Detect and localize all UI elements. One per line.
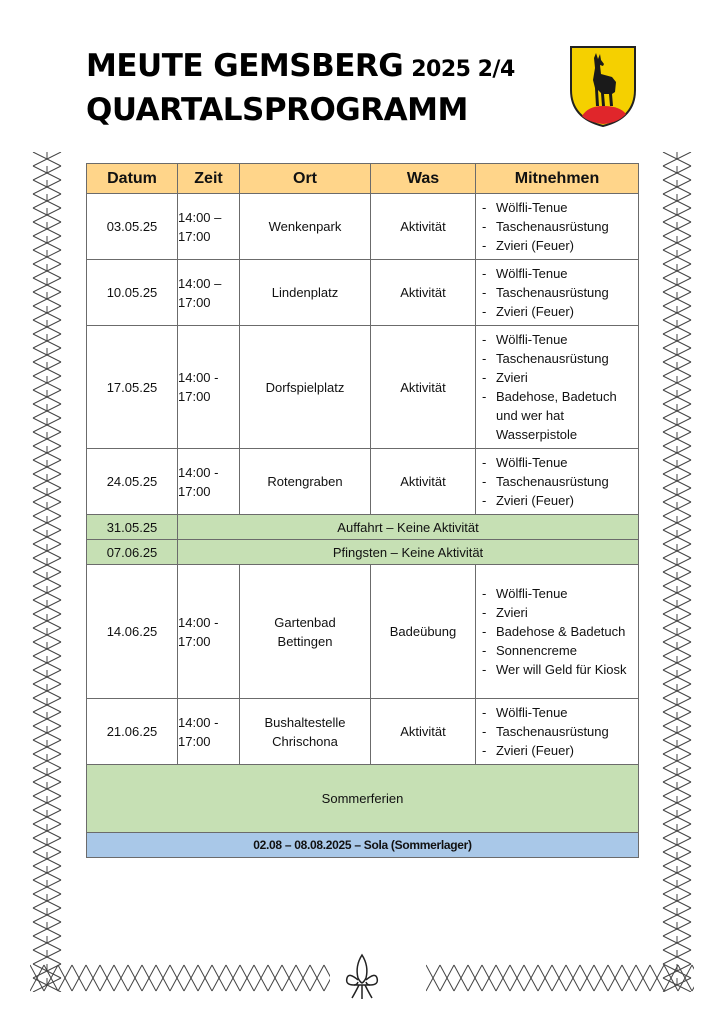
place-cell (240, 260, 371, 326)
time-cell (178, 260, 240, 326)
bottom-border-pattern-left (30, 962, 330, 994)
list-item: - Taschenausrüstung (476, 722, 638, 741)
date-cell: 21.06.25 (87, 699, 178, 765)
table-header-row (87, 164, 639, 194)
time-start: 14:00 - (178, 714, 219, 730)
place-line1: Rotengraben (267, 474, 343, 489)
activity-cell: Aktivität (371, 449, 476, 515)
holiday-text: Auffahrt – Keine Aktivität (178, 515, 639, 540)
place-cell (240, 326, 371, 449)
place-line1: Gartenbad (274, 614, 336, 630)
place-cell (240, 699, 371, 765)
page-title (86, 46, 515, 130)
time-end: 17:00 (178, 228, 211, 244)
activity-cell: Aktivität (371, 699, 476, 765)
list-item: - Wölfli-Tenue (476, 584, 638, 603)
list-item: - Zvieri (Feuer) (476, 302, 638, 321)
time-cell (178, 449, 240, 515)
place-cell (240, 565, 371, 699)
list-item: - Wölfli-Tenue (476, 453, 638, 472)
list-item: - Wer will Geld für Kiosk (476, 660, 638, 679)
list-item: - Taschenausrüstung (476, 472, 638, 491)
title-line2: QUARTALSPROGRAMM (86, 92, 468, 128)
column-header-zeit: Zeit (178, 164, 240, 194)
bring-cell (476, 565, 639, 699)
list-item: - Taschenausrüstung (476, 217, 638, 236)
holiday-row (87, 515, 639, 540)
holiday-row (87, 540, 639, 565)
title-line1: MEUTE GEMSBERG (86, 48, 404, 84)
place-cell (240, 194, 371, 260)
list-item: - Wölfli-Tenue (476, 264, 638, 283)
table-row (87, 699, 639, 765)
time-start: 14:00 - (178, 370, 219, 385)
date-cell: 03.05.25 (87, 194, 178, 260)
activity-cell: Aktivität (371, 326, 476, 449)
list-item: - Zvieri (Feuer) (476, 491, 638, 510)
activity-cell: Aktivität (371, 194, 476, 260)
bring-cell (476, 326, 639, 449)
date-cell: 14.06.25 (87, 565, 178, 699)
place-line1: Wenkenpark (268, 219, 342, 234)
list-item: - Wölfli-Tenue (476, 330, 638, 349)
holiday-text: Pfingsten – Keine Aktivität (178, 540, 639, 565)
fleur-de-lis-icon (344, 952, 380, 1002)
column-header-mitnehmen: Mitnehmen (476, 164, 639, 194)
time-end: 17:00 (178, 633, 211, 649)
time-cell (178, 326, 240, 449)
time-start: 14:00 – (178, 275, 222, 291)
time-cell (178, 565, 240, 699)
list-item: - Wölfli-Tenue (476, 198, 638, 217)
list-item: - Taschenausrüstung (476, 283, 638, 302)
activity-cell: Badeübung (371, 565, 476, 699)
left-border-pattern (30, 152, 64, 992)
title-year: 2025 2/4 (411, 57, 515, 82)
table-row (87, 194, 639, 260)
activity-cell: Aktivität (371, 260, 476, 326)
place-line1: Bushaltestelle (264, 714, 346, 730)
date-cell: 10.05.25 (87, 260, 178, 326)
date-cell: 24.05.25 (87, 449, 178, 515)
program-table (86, 163, 639, 858)
time-start: 14:00 - (178, 464, 219, 480)
holiday-date: 31.05.25 (87, 515, 178, 540)
column-header-datum: Datum (87, 164, 178, 194)
time-start: 14:00 - (178, 614, 219, 630)
bottom-border-pattern-right (426, 962, 694, 994)
summer-holiday-text: Sommerferien (87, 765, 639, 833)
list-item: - Zvieri (Feuer) (476, 236, 638, 255)
camp-row (87, 833, 639, 858)
time-end: 17:00 (178, 389, 211, 404)
list-item: - Badehose & Badetuch (476, 622, 638, 641)
column-header-was: Was (371, 164, 476, 194)
bring-cell (476, 194, 639, 260)
list-item: - Badehose, Badetuch und wer hat Wasserpistole (476, 387, 638, 444)
time-end: 17:00 (178, 294, 211, 310)
column-header-ort: Ort (240, 164, 371, 194)
time-cell (178, 194, 240, 260)
time-end: 17:00 (178, 733, 211, 749)
holiday-date: 07.06.25 (87, 540, 178, 565)
list-item: - Zvieri (476, 368, 638, 387)
chamois-crest-icon (568, 44, 638, 128)
camp-text: 02.08 – 08.08.2025 – Sola (Sommerlager) (87, 833, 639, 858)
place-line1: Lindenplatz (271, 285, 339, 300)
bring-cell (476, 699, 639, 765)
place-line1: Dorfspielplatz (265, 379, 345, 395)
table-row (87, 326, 639, 449)
list-item: - Sonnencreme (476, 641, 638, 660)
list-item: - Zvieri (476, 603, 638, 622)
bring-cell (476, 260, 639, 326)
table-row (87, 260, 639, 326)
list-item: - Taschenausrüstung (476, 349, 638, 368)
place-line2: Bettingen (277, 633, 333, 649)
list-item: - Wölfli-Tenue (476, 703, 638, 722)
table-row (87, 565, 639, 699)
time-start: 14:00 – (178, 209, 222, 225)
place-line2: Chrischona (272, 733, 338, 749)
time-end: 17:00 (178, 483, 211, 499)
date-cell: 17.05.25 (87, 326, 178, 449)
right-border-pattern (660, 152, 694, 992)
bring-cell (476, 449, 639, 515)
place-cell (240, 449, 371, 515)
table-row (87, 449, 639, 515)
summer-holiday-row (87, 765, 639, 833)
list-item: - Zvieri (Feuer) (476, 741, 638, 760)
time-cell (178, 699, 240, 765)
